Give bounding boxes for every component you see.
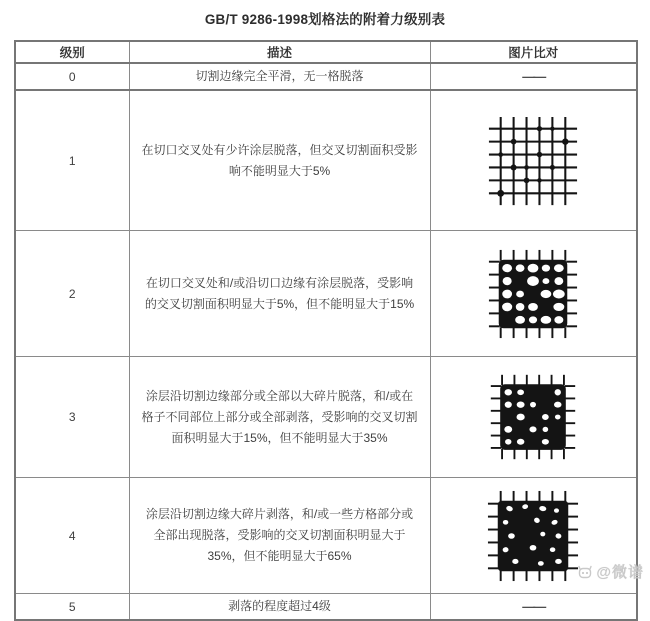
grade-description: 涂层沿切割边缘大碎片剥落，和/或一些方格部分或全部出现脱落，受影响的交叉切割面积明显大于35%，但不能明显大于65% [129,478,430,594]
watermark-text: @微谱 [596,564,644,581]
grade-description: 剥落的程度超过4级 [129,594,430,621]
crosscut-grade2-image [486,247,580,341]
grade-description: 涂层沿切割边缘部分或全部以大碎片脱落，和/或在格子不同部位上部分或全部剥落，受影响的交叉切割面积明显大于15%，但不能明显大于35% [129,357,430,478]
table-row-grade-4 [15,478,637,594]
grade-value: 2 [15,231,129,357]
table-header-row [15,41,637,63]
table-row-grade-0 [15,63,637,90]
grade-value: 4 [15,478,129,594]
no-image-dash: —— [522,69,545,84]
grade-value: 5 [15,594,129,621]
grade-description: 切割边缘完全平滑，无一格脱落 [129,63,430,90]
grade-value: 1 [15,90,129,231]
grade-description: 在切口交叉处有少许涂层脱落，但交叉切割面积受影响不能明显大于5% [129,90,430,231]
table-row-grade-1 [15,90,637,231]
crosscut-grade3-image [488,372,578,462]
page-title: GB/T 9286-1998划格法的附着力级别表 [204,12,446,27]
crosscut-grade4-image [486,489,580,583]
header-grade: 级别 [15,41,129,63]
no-image-dash: —— [522,599,545,614]
header-image-compare: 图片比对 [430,41,637,63]
crosscut-grade1-image [486,114,580,208]
table-row-grade-5 [15,594,637,621]
adhesion-grade-table [14,40,638,621]
grade-description: 在切口交叉处和/或沿切口边缘有涂层脱落，受影响的交叉切割面积明显大于5%，但不能明显大于15% [129,231,430,357]
grade-value: 0 [15,63,129,90]
grade-value: 3 [15,357,129,478]
table-row-grade-3 [15,357,637,478]
header-description: 描述 [129,41,430,63]
table-row-grade-2 [15,231,637,357]
